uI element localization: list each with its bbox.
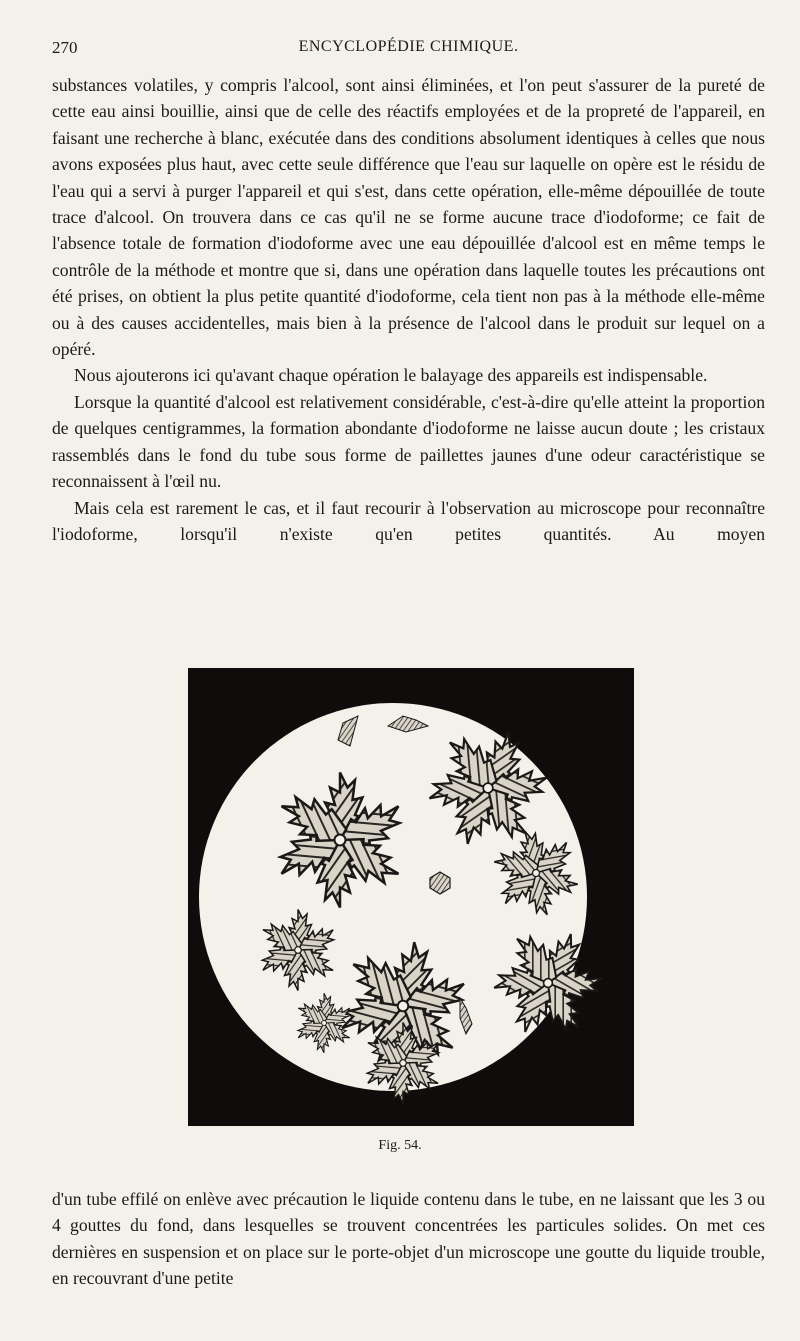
figure-caption: Fig. 54. [378, 1138, 422, 1153]
paragraph: Nous ajouterons ici qu'avant chaque opération le balayage des appareils est indispensable. [74, 365, 708, 386]
body-text-bottom [52, 1186, 765, 1292]
paragraph: Mais cela est rarement le cas, et il faut recourir à l'observation au microscope pour reconnaître l'iodoforme, lorsqu'il n'existe qu'en petites quantités. Au moyen [52, 497, 765, 544]
running-title: ENCYCLOPÉDIE CHIMIQUE. [298, 38, 519, 55]
paragraph: d'un tube effilé on enlève avec précaution le liquide contenu dans le tube, en ne laissant que les 3 ou 4 gouttes du fond, dans lesquelles se trouvent concentrées les particules solides. On met ces dernières en suspension et on place sur le porte-objet d'un microscope une goutte du liquide trouble, en recouvrant d'une petite [52, 1189, 765, 1289]
paragraph: substances volatiles, y compris l'alcool, sont ainsi éliminées, et l'on peut s'assurer de la pureté de cette eau ainsi bouillie, ainsi que de celle des réactifs employées et de la propreté de l'appareil, en faisant une recherche à blanc, exécutée dans des conditions absolument identiques à celles que nous avons exposées plus haut, avec cette seule différence que l'eau sur laquelle on opère est le résidu de l'eau qui a servi à purger l'appareil et qui s'est, dans cette opération, elle-même dépouillée de toute trace d'alcool. On trouvera dans ce cas qu'il ne se forme aucune trace d'iodoforme; ce fait de l'absence totale de formation d'iodoforme avec une eau dépouillée d'alcool est en même temps le contrôle de la méthode et montre que si, dans une opération dans laquelle toutes les précautions ont été prises, on obtient la plus petite quantité d'iodoforme, cela tient non pas à la méthode elle-même ou à des causes accidentelles, mais bien à la présence de l'alcool dans le produit sur lequel on a opéré. [52, 75, 765, 360]
page-number: 270 [52, 38, 78, 57]
microscope-figure [188, 668, 634, 1126]
iodoform-crystals-illustration [188, 668, 634, 1126]
paragraph: Lorsque la quantité d'alcool est relativement considérable, c'est-à-dire qu'elle atteint la proportion de quelques centigrammes, la formation abondante d'iodoforme ne laisse aucun doute ; les cristaux rassemblés dans le fond du tube sous forme de paillettes jaunes d'une odeur caractéristique se reconnaissent à l'œil nu. [52, 391, 765, 492]
body-text-top [52, 72, 765, 547]
running-header [52, 38, 765, 62]
